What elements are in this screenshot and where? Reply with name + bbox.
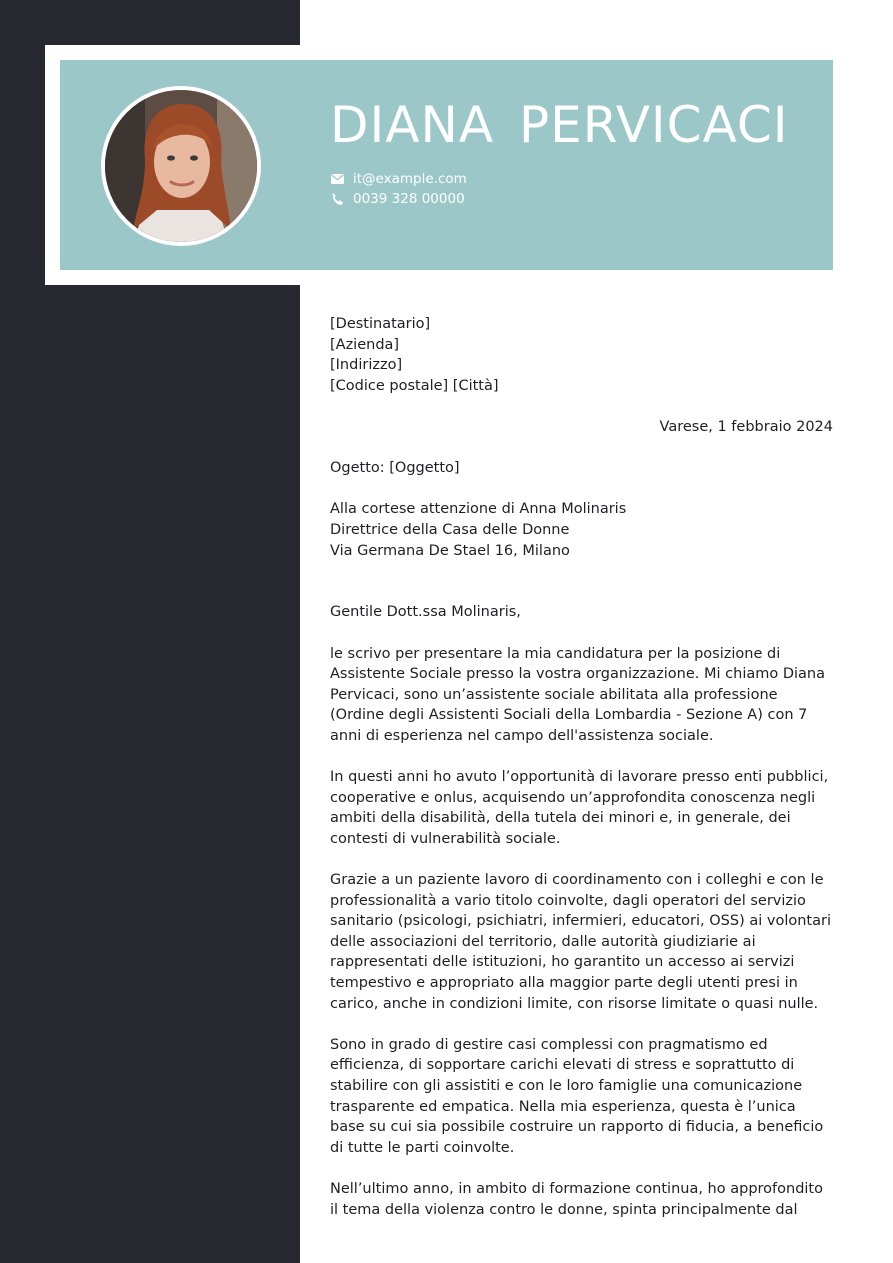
attention-line: Direttrice della Casa delle Donne [330, 521, 570, 538]
recipient-line: [Indirizzo] [330, 357, 403, 374]
letter-greeting: Gentile Dott.ssa Molinaris, [330, 604, 521, 621]
phone-icon [330, 192, 344, 206]
body-paragraph: Nell’ultimo anno, in ambito di formazione continua, ho approfondito il tema della violenza contro le donne, spinta principalmente dal [330, 1180, 823, 1218]
contact-phone [330, 191, 465, 207]
body-paragraph: Grazie a un paziente lavoro di coordinamento con i colleghi e con le professionalità a vario titolo coinvolte, dagli operatori del servizio sanitario (psicologi, psichiatri, infermieri, educatori, OSS) ai volontari delle associazioni del territorio, dalle autorità giudiziarie ai rappresentati delle istituzioni, ho garantito un accesso ai servizi tempestivo e appropriato alla maggior parte degli utenti presi in carico, anche in condizioni limite, con risorse limitate o quasi nulle. [330, 872, 831, 1012]
recipient-block [330, 314, 833, 396]
profile-photo [101, 86, 261, 246]
letter-body [330, 314, 833, 1220]
body-paragraph: le scrivo per presentare la mia candidatura per la posizione di Assistente Sociale presso la vostra organizzazione. Mi chiamo Diana Pervicaci, sono un’assistente sociale abilitata alla professione (Ordine degli Assistenti Sociali della Lombardia - Sezione A) con 7 anni di esperienza nel campo dell'assistenza sociale. [330, 645, 825, 744]
phone-text[interactable]: 0039 328 00000 [353, 191, 465, 207]
recipient-line: [Azienda] [330, 336, 400, 353]
envelope-icon [330, 172, 344, 186]
body-paragraph: Sono in grado di gestire casi complessi con pragmatismo ed efficienza, di sopportare carichi elevati di stress e soprattutto di stabilire con gli assistiti e con le loro famiglie una comunicazione trasparente ed empatica. Nella mia esperienza, questa è l’unica base su cui sia possibile costruire un rapporto di fiducia, a beneficio di tutte le parti coinvolte. [330, 1036, 824, 1156]
contact-email [330, 171, 467, 187]
body-paragraph: In questi anni ho avuto l’opportunità di lavorare presso enti pubblici, cooperative e onlus, acquisendo un’approfondita conoscenza negli ambiti della disabilità, della tutela dei minori e, in generale, dei contesti di vulnerabilità sociale. [330, 769, 829, 847]
recipient-line: [Codice postale] [Città] [330, 377, 499, 394]
email-text[interactable]: it@example.com [353, 171, 467, 187]
letter-date: Varese, 1 febbraio 2024 [659, 418, 833, 435]
candidate-name: DIANA PERVICACI [330, 96, 789, 154]
letter-subject: Ogetto: [Oggetto] [330, 460, 460, 477]
attention-line: Alla cortese attenzione di Anna Molinaris [330, 501, 627, 518]
recipient-line: [Destinatario] [330, 316, 431, 332]
attention-block [330, 499, 833, 561]
attention-line: Via Germana De Stael 16, Milano [330, 542, 570, 559]
